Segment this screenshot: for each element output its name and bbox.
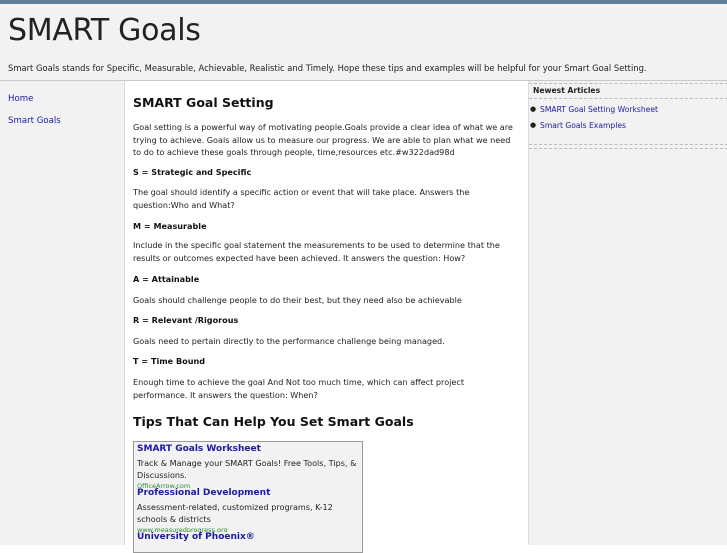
site-header xyxy=(0,4,727,81)
bullet-icon: ● xyxy=(530,105,537,113)
section-text: Goals should challenge people to do their best, but they need also be achievable xyxy=(133,295,462,305)
nav-link-smart-goals[interactable]: Smart Goals xyxy=(8,116,61,126)
tips-heading: Tips That Can Help You Set Smart Goals xyxy=(133,414,414,429)
right-sidebar: Newest Articles ● SMART Goal Setting Worksheet ● Smart Goals Examples xyxy=(528,81,727,545)
article-intro: Goal setting is a powerful way of motivating people.Goals provide a clear idea of what we are trying to achieve. Goals allow us to measure our progress. We are able to plan what we need to do to achieve these goals through people, time,resources etc.#w322dad98d xyxy=(133,122,513,158)
divider xyxy=(529,83,727,84)
site-title[interactable]: SMART Goals xyxy=(8,13,201,48)
ad-title-link[interactable]: Professional Development xyxy=(137,488,271,498)
ad-description: Track & Manage your SMART Goals! Free Tools, Tips, & Discussions. xyxy=(137,458,357,481)
section-text: Goals need to pertain directly to the performance challenge being managed. xyxy=(133,336,445,346)
left-sidebar xyxy=(0,81,125,545)
ad-url-link[interactable]: www.measuredprogress.org xyxy=(137,526,228,532)
section-heading: S = Strategic and Specific xyxy=(133,167,252,177)
section-heading: A = Attainable xyxy=(133,274,200,284)
main-content xyxy=(125,81,527,545)
divider xyxy=(529,144,727,145)
ad-description: Assessment-related, customized programs, K-12 schools & districts xyxy=(137,502,333,525)
divider xyxy=(529,148,727,149)
section-heading: T = Time Bound xyxy=(133,356,206,366)
nav-link-home[interactable]: Home xyxy=(8,94,34,104)
ad-title-link[interactable]: SMART Goals Worksheet xyxy=(137,444,261,454)
ad-box xyxy=(133,441,363,553)
newest-articles-heading: Newest Articles xyxy=(533,86,601,95)
divider xyxy=(529,98,727,99)
ad-title-link[interactable]: University of Phoenix® xyxy=(137,532,255,542)
section-text: The goal should identify a specific action or event that will take place. Answers the question:Who and What? xyxy=(133,187,470,210)
section-heading: M = Measurable xyxy=(133,221,207,231)
section-heading: R = Relevant /Rigorous xyxy=(133,315,239,325)
section-text: Enough time to achieve the goal And Not too much time, which can affect project performance. It answers the question: When? xyxy=(133,377,465,400)
ad-url-link[interactable]: OfficeArrow.com xyxy=(137,482,191,488)
section-text: Include in the specific goal statement the measurements to be used to determine that the results or outcomes expected have been achieved. It answers the question: How? xyxy=(133,240,500,263)
site-tagline: Smart Goals stands for Specific, Measurable, Achievable, Realistic and Timely. Hope these tips and examples will be helpful for your Smart Goal Setting. xyxy=(8,63,647,73)
bullet-icon: ● xyxy=(530,121,537,129)
article-title: SMART Goal Setting xyxy=(133,95,274,110)
